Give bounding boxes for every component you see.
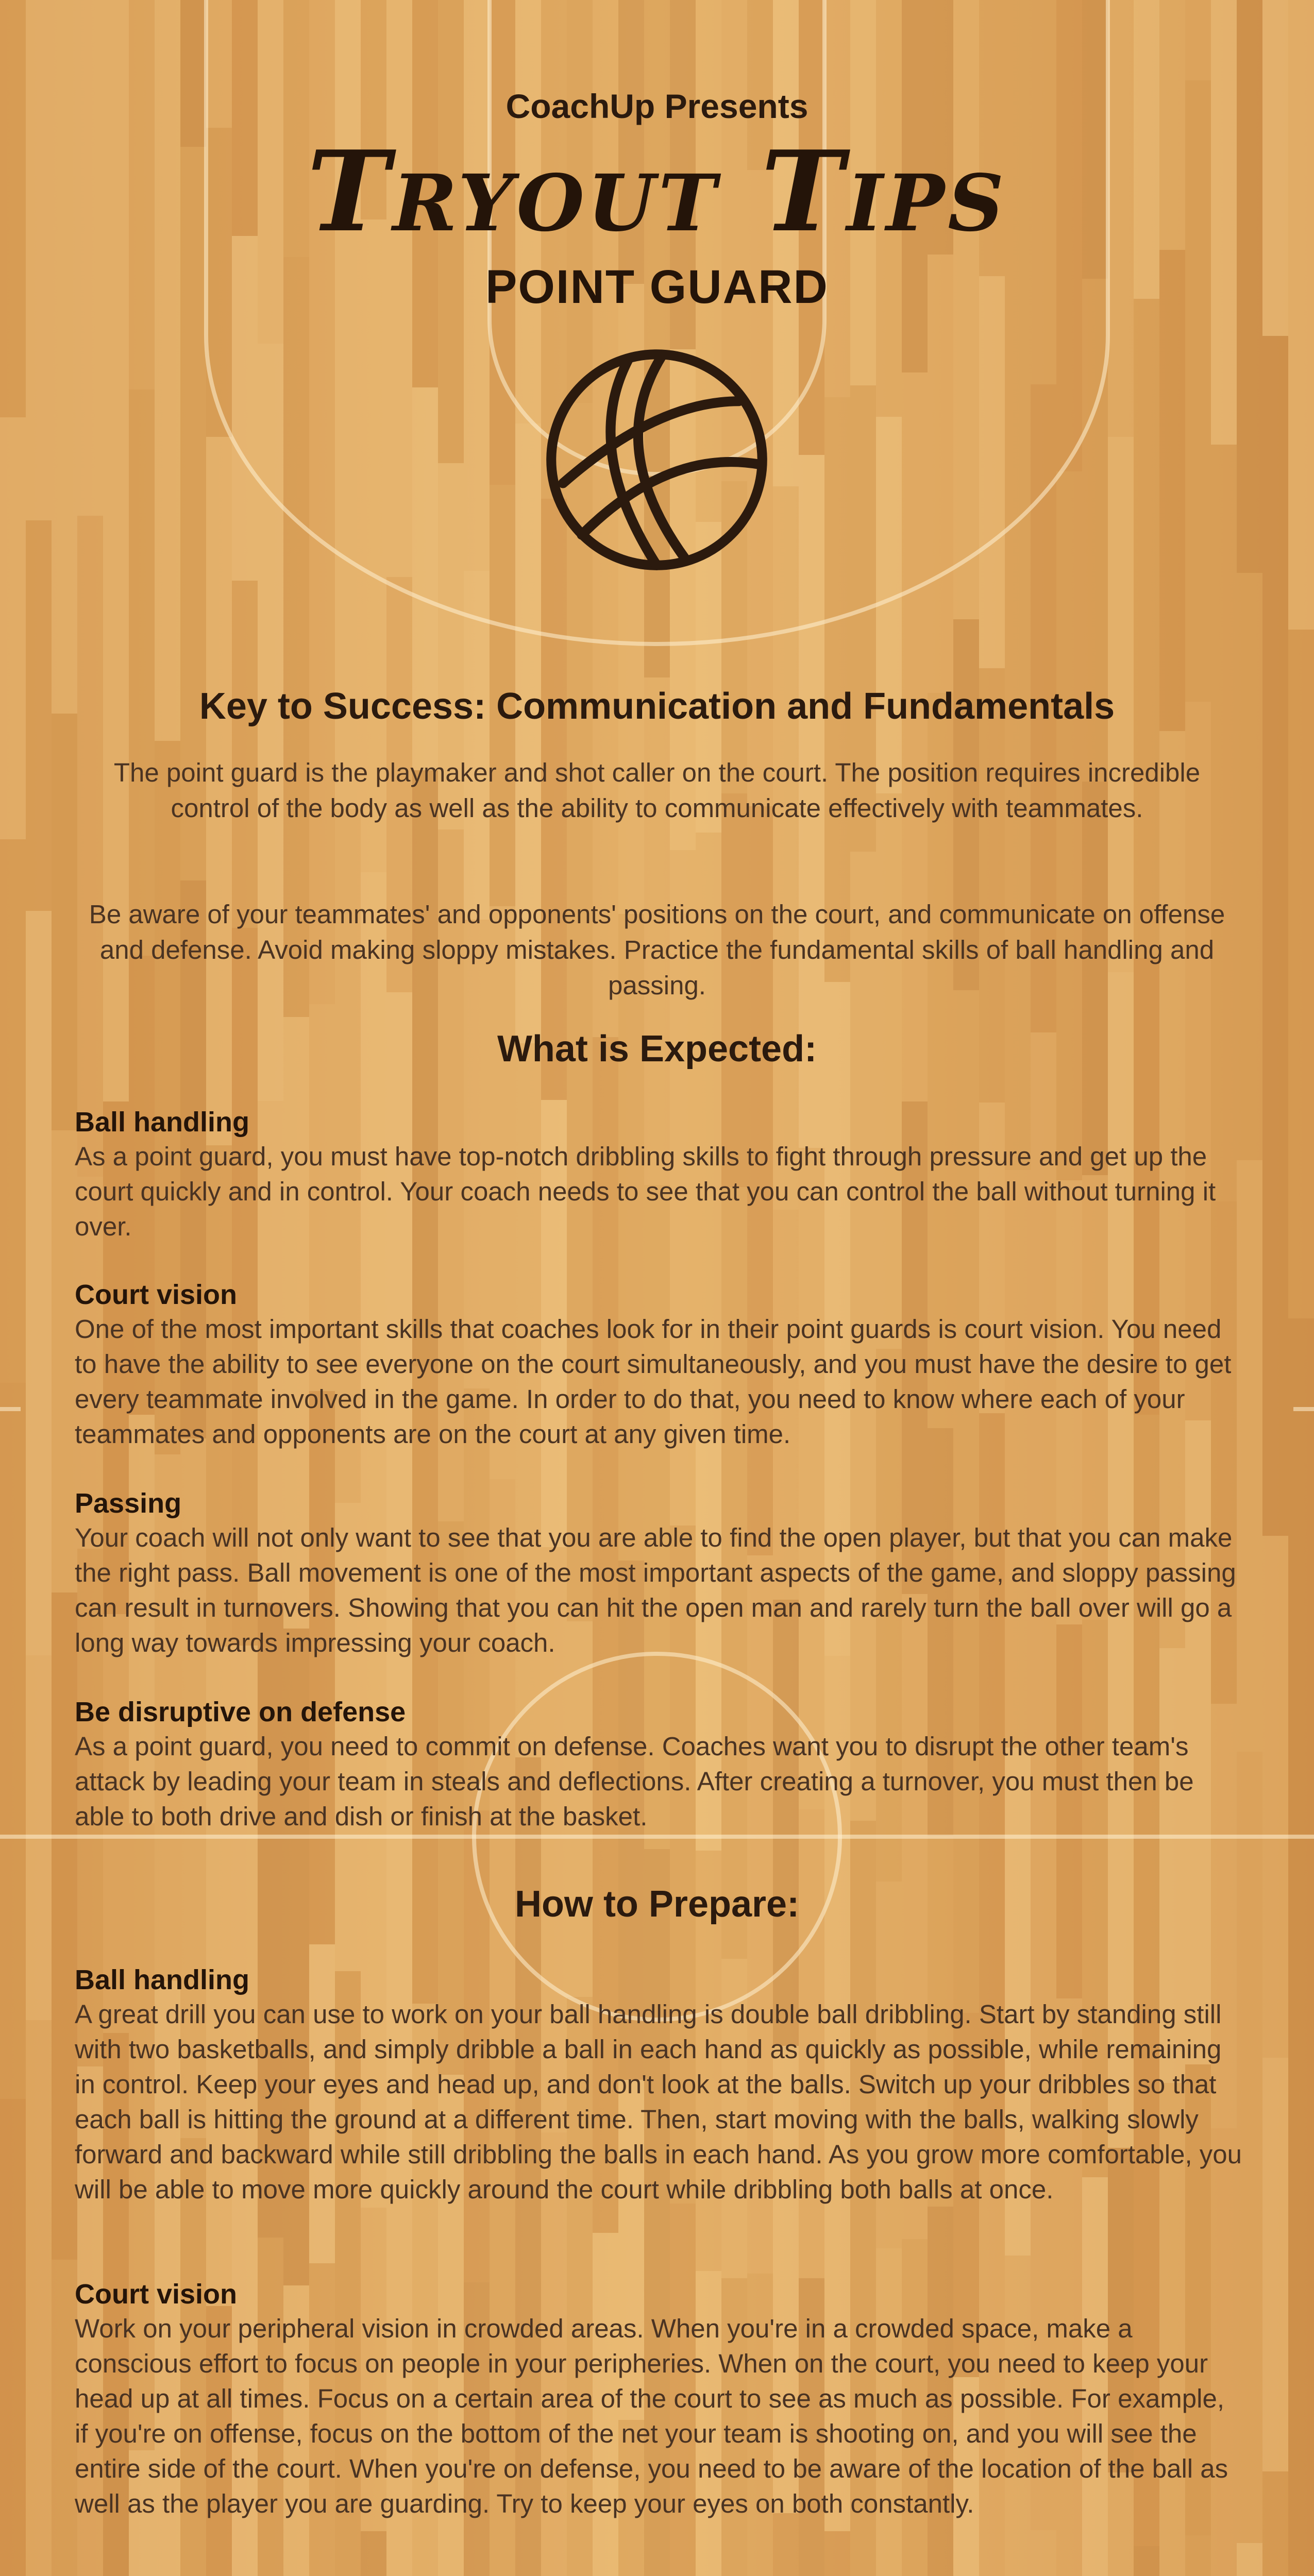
expected-heading: What is Expected:	[497, 1028, 817, 1070]
prepare-item-title: Ball handling	[75, 1964, 250, 1995]
intro-paragraph-2: Be aware of your teammates' and opponents' positions on the court, and communicate on offense and defense. Avoid making sloppy mistakes. Practice the fundamental skills of ball handling and passing.	[89, 900, 1225, 1000]
key-heading: Key to Success: Communication and Fundamentals	[199, 686, 1115, 727]
page-subtitle: POINT GUARD	[485, 261, 829, 313]
expected-item	[75, 1486, 1244, 1660]
expected-item-text: One of the most important skills that coaches look for in their point guards is court vision. You need to have the ability to see everyone on the court simultaneously, and you must have the desire to get every teammate involved in the game. In order to do that, you need to know where each of your teammates and opponents are on the court at any given time.	[75, 1314, 1232, 1449]
prepare-item-text: Work on your peripheral vision in crowded areas. When you're in a crowded space, make a conscious effort to focus on people in your peripheries. When on the court, you need to keep your head up at all times. Focus on a certain area of the court to see as much as possible. For example, if you're on offense, focus on the bottom of the net your team is shooting on, and you will see the entire side of the court. When you're on defense, you need to be aware of the location of the ball as well as the player you are guarding. Try to keep your eyes on both constantly.	[75, 2314, 1228, 2518]
basketball-icon	[540, 343, 774, 577]
prepare-item-text: A great drill you can use to work on your ball handling is double ball dribbling. Start by standing still with two basketballs, and simply dribble a ball in each hand as quickly as possible, while remaining in control. Keep your eyes and head up, and don't look at the balls. Switch up your dribbles so that each ball is hitting the ground at a different time. Then, start moving with the balls, walking slowly forward and backward while still dribbling the balls in each hand. As you grow more comfortable, you will be able to move more quickly around the court while dribbling both balls at once.	[75, 1999, 1242, 2204]
expected-item-text: Your coach will not only want to see that you are able to find the open player, but that you can make the right pass. Ball movement is one of the most important aspects of the game, and sloppy passing can result in turnovers. Showing that you can hit the open man and rarely turn the ball over will go a long way towards impressing your coach.	[75, 1523, 1236, 1657]
expected-item-text: As a point guard, you must have top-notch dribbling skills to fight through pressure and get up the court quickly and in control. Your coach needs to see that you can control the ball without turning it over.	[75, 1142, 1216, 1241]
intro-paragraph-1: The point guard is the playmaker and shot caller on the court. The position requires incredible control of the body as well as the ability to communicate effectively with teammates.	[113, 758, 1201, 823]
presents-line: CoachUp Presents	[506, 87, 808, 125]
prepare-item-title: Court vision	[75, 2279, 238, 2310]
expected-item-title: Ball handling	[75, 1107, 250, 1138]
expected-item	[75, 1278, 1244, 1452]
expected-item-text: As a point guard, you need to commit on defense. Coaches want you to disrupt the other team's attack by leading your team in steals and deflections. After creating a turnover, you must then be able to both drive and dish or finish at the basket.	[75, 1732, 1194, 1831]
expected-item	[75, 1105, 1244, 1244]
prepare-item	[75, 1963, 1244, 2207]
prepare-item	[75, 2277, 1244, 2521]
prepare-heading: How to Prepare:	[514, 1884, 800, 1925]
expected-item	[75, 1695, 1244, 1834]
expected-item-title: Be disruptive on defense	[75, 1697, 406, 1727]
expected-item-title: Court vision	[75, 1279, 238, 1310]
expected-item-title: Passing	[75, 1488, 182, 1519]
page-title: Tryout Tips	[307, 126, 1007, 257]
